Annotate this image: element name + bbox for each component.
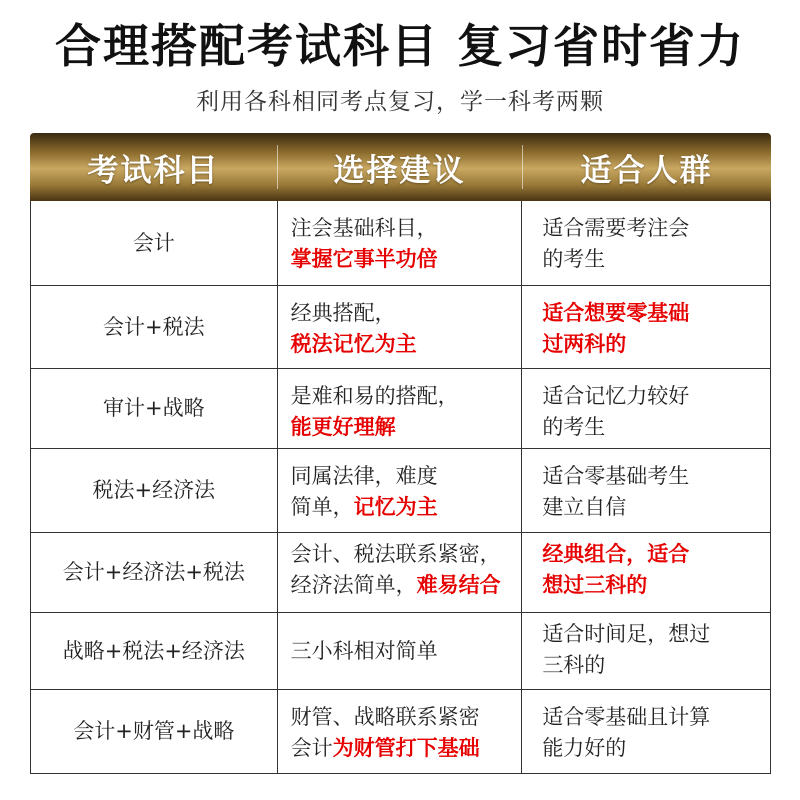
header-subject: 考试科目 (87, 152, 220, 189)
audience-line: 三科的 (542, 653, 606, 677)
advice-line (291, 244, 516, 275)
audience-line: 适合零基础考生 (542, 464, 690, 488)
advice-emphasis-text: 能更好理解 (290, 415, 396, 439)
table-row (31, 613, 771, 690)
audience-cell (522, 613, 771, 690)
advice-line: 财管、战略联系紧密 (290, 705, 480, 729)
advice-plain-text: 会计 (290, 736, 333, 760)
advice-cell (278, 533, 523, 613)
advice-line: 经典搭配， (290, 301, 396, 325)
advice-line (291, 570, 516, 601)
advice-emphasis-text: 掌握它事半功倍 (290, 247, 438, 271)
advice-line (291, 733, 516, 764)
subject-cell: 会计+财管+战略 (31, 690, 278, 774)
table-body (30, 201, 771, 774)
audience-line: 适合需要考注会 (542, 216, 690, 240)
audience-cell (522, 449, 771, 533)
subject-cell: 会计+经济法+税法 (31, 533, 278, 613)
table-header (30, 133, 771, 201)
audience-line: 能力好的 (542, 736, 627, 760)
advice-line: 是难和易的搭配， (290, 384, 459, 408)
table-row (31, 369, 771, 449)
advice-emphasis-text: 难易结合 (416, 573, 501, 597)
audience-line: 经典组合，适合 (542, 542, 690, 566)
table-row (31, 533, 771, 613)
advice-line (291, 329, 516, 360)
page-title: 合理搭配考试科目 复习省时省力 (54, 19, 745, 73)
subject-cell: 税法+经济法 (31, 449, 278, 533)
audience-cell (522, 286, 771, 369)
table-row (31, 201, 771, 286)
subject-cell: 会计+税法 (31, 286, 278, 369)
subject-cell: 会计 (31, 201, 278, 286)
page-subtitle: 利用各科相同考点复习，学一科考两颗 (196, 89, 604, 115)
audience-line: 想过三科的 (542, 573, 648, 597)
advice-emphasis-text: 为财管打下基础 (332, 736, 480, 760)
advice-line (291, 412, 516, 443)
subject-cell: 战略+税法+经济法 (31, 613, 278, 690)
advice-plain-text: 简单， (290, 495, 354, 519)
advice-line: 三小科相对简单 (290, 638, 438, 663)
advice-cell (278, 613, 523, 690)
audience-line: 的考生 (542, 415, 606, 439)
table-row (31, 449, 771, 533)
audience-line: 适合时间足，想过 (542, 622, 711, 646)
advice-emphasis-text: 税法记忆为主 (290, 332, 417, 356)
advice-cell (278, 369, 523, 449)
advice-cell (278, 201, 523, 286)
audience-line: 的考生 (542, 247, 606, 271)
audience-cell (522, 201, 771, 286)
audience-line: 过两科的 (542, 332, 627, 356)
advice-cell (278, 286, 523, 369)
advice-line: 会计、税法联系紧密， (290, 542, 501, 566)
header-advice: 选择建议 (277, 133, 522, 201)
header-audience: 适合人群 (522, 133, 771, 201)
table-row (31, 690, 771, 774)
advice-plain-text: 经济法简单， (290, 573, 417, 597)
audience-cell (522, 369, 771, 449)
audience-cell (522, 533, 771, 613)
advice-cell (278, 449, 523, 533)
advice-cell (278, 690, 523, 774)
audience-line: 建立自信 (542, 495, 627, 519)
subject-cell: 审计+战略 (31, 369, 278, 449)
advice-line: 注会基础科目， (290, 216, 438, 240)
audience-line: 适合记忆力较好 (542, 384, 690, 408)
advice-line (291, 492, 516, 523)
advice-emphasis-text: 记忆为主 (353, 495, 438, 519)
advice-line: 同属法律，难度 (290, 464, 438, 488)
audience-line: 适合想要零基础 (542, 301, 690, 325)
audience-cell (522, 690, 771, 774)
table-row (31, 286, 771, 369)
audience-line: 适合零基础且计算 (542, 705, 711, 729)
subject-combination-table (30, 133, 771, 774)
